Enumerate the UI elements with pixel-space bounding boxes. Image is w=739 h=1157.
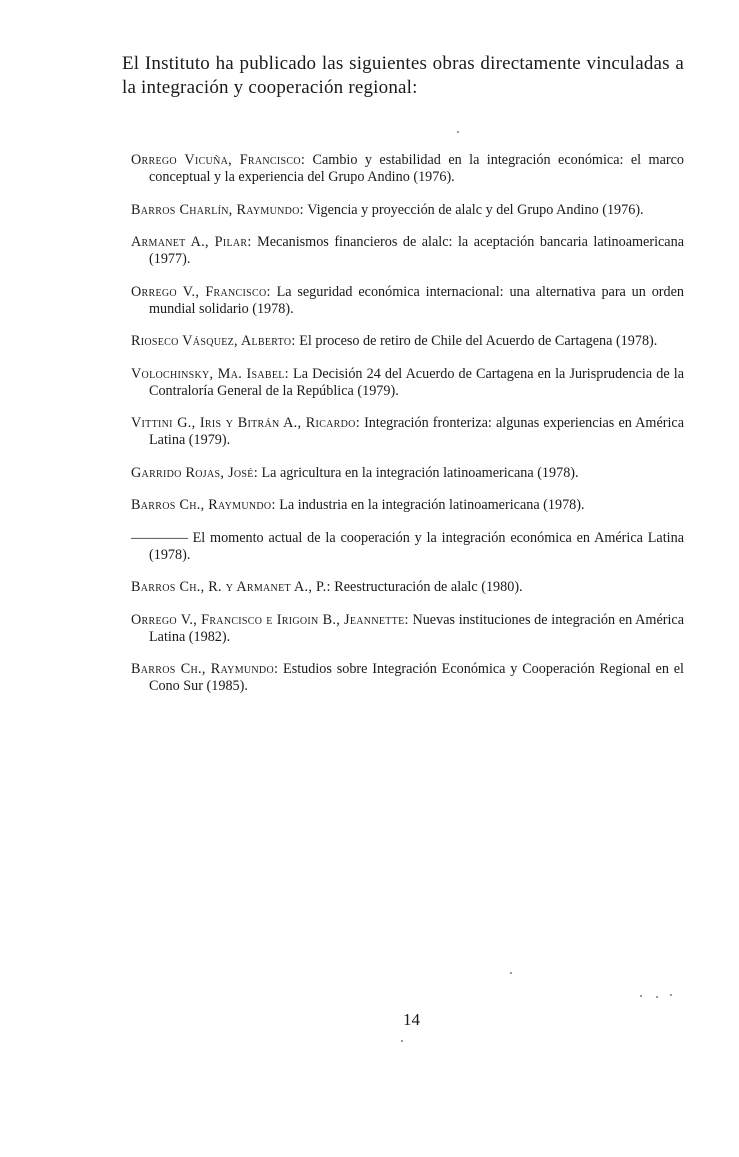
entry-title: Mecanismos financieros de alalc: la aceptación bancaria latinoamericana (1977).: [149, 234, 685, 267]
entry-title: La industria en la integración latinoamericana (1978).: [279, 497, 585, 513]
bibliography-entry: [131, 465, 684, 482]
entry-title: El momento actual de la cooperación y la integración económica en América Latina (1978).: [149, 529, 684, 563]
entry-title: Nuevas instituciones de integración en América Latina (1982).: [149, 611, 684, 645]
entry-author: Orrego V., Francisco:: [131, 283, 271, 300]
bibliography-entry: [131, 497, 684, 514]
entry-author: Armanet A., Pilar:: [131, 234, 252, 250]
entry-title: Integración fronteriza: algunas experiencias en América Latina (1979).: [149, 415, 685, 448]
entry-title: Reestructuración de alalc (1980).: [334, 579, 523, 595]
entry-author: Garrido Rojas, José:: [131, 464, 258, 481]
scan-speck: [457, 131, 459, 133]
entry-author: Rioseco Vásquez, Alberto:: [131, 333, 296, 349]
scan-speck: [670, 994, 672, 996]
scan-speck: [656, 996, 658, 998]
entry-author: Orrego Vicuña, Francisco:: [131, 152, 306, 168]
entry-author-dash: ————: [131, 529, 188, 546]
bibliography-entry: [131, 366, 684, 400]
bibliography-entry: [131, 284, 684, 318]
entry-author: Barros Ch., R. y Armanet A., P.:: [131, 579, 331, 595]
entry-title: Estudios sobre Integración Económica y Cooperación Regional en el Cono Sur (1985).: [149, 661, 684, 694]
entry-title: La Decisión 24 del Acuerdo de Cartagena en la Jurisprudencia de la Contraloría General de la República (1979).: [149, 365, 685, 399]
entry-title: El proceso de retiro de Chile del Acuerdo de Cartagena (1978).: [299, 333, 658, 349]
bibliography-entry: [131, 152, 684, 186]
entry-title: Vigencia y proyección de alalc y del Grupo Andino (1976).: [307, 201, 644, 218]
entry-title: La agricultura en la integración latinoamericana (1978).: [261, 464, 579, 481]
intro-paragraph: El Instituto ha publicado las siguientes obras directamente vinculadas a la integración y cooperación regional:: [122, 53, 684, 98]
entry-title: La seguridad económica internacional: una alternativa para un orden mundial solidario (1978).: [149, 283, 684, 317]
page-number: 14: [403, 1010, 420, 1029]
scan-speck: [510, 972, 512, 974]
bibliography-list: [131, 152, 684, 711]
bibliography-entry: [131, 530, 684, 564]
entry-author: Barros Charlín, Raymundo:: [131, 201, 304, 218]
bibliography-entry: [131, 612, 684, 646]
entry-author: Orrego V., Francisco e Irigoin B., Jeannette:: [131, 611, 409, 628]
entry-author: Barros Ch., Raymundo:: [131, 661, 279, 677]
bibliography-entry: [131, 415, 684, 449]
bibliography-entry: [131, 202, 684, 219]
scan-speck: [640, 995, 642, 997]
entry-author: Barros Ch., Raymundo:: [131, 497, 276, 513]
bibliography-entry: [131, 333, 684, 350]
scan-speck: [401, 1040, 403, 1042]
entry-author: Vittini G., Iris y Bitrán A., Ricardo:: [131, 415, 360, 431]
entry-author: Volochinsky, Ma. Isabel:: [131, 365, 289, 382]
bibliography-entry: [131, 661, 684, 695]
bibliography-entry: [131, 234, 684, 268]
entry-title: Cambio y estabilidad en la integración económica: el marco conceptual y la experiencia del Grupo Andino (1976).: [149, 152, 684, 185]
bibliography-entry: [131, 579, 684, 596]
